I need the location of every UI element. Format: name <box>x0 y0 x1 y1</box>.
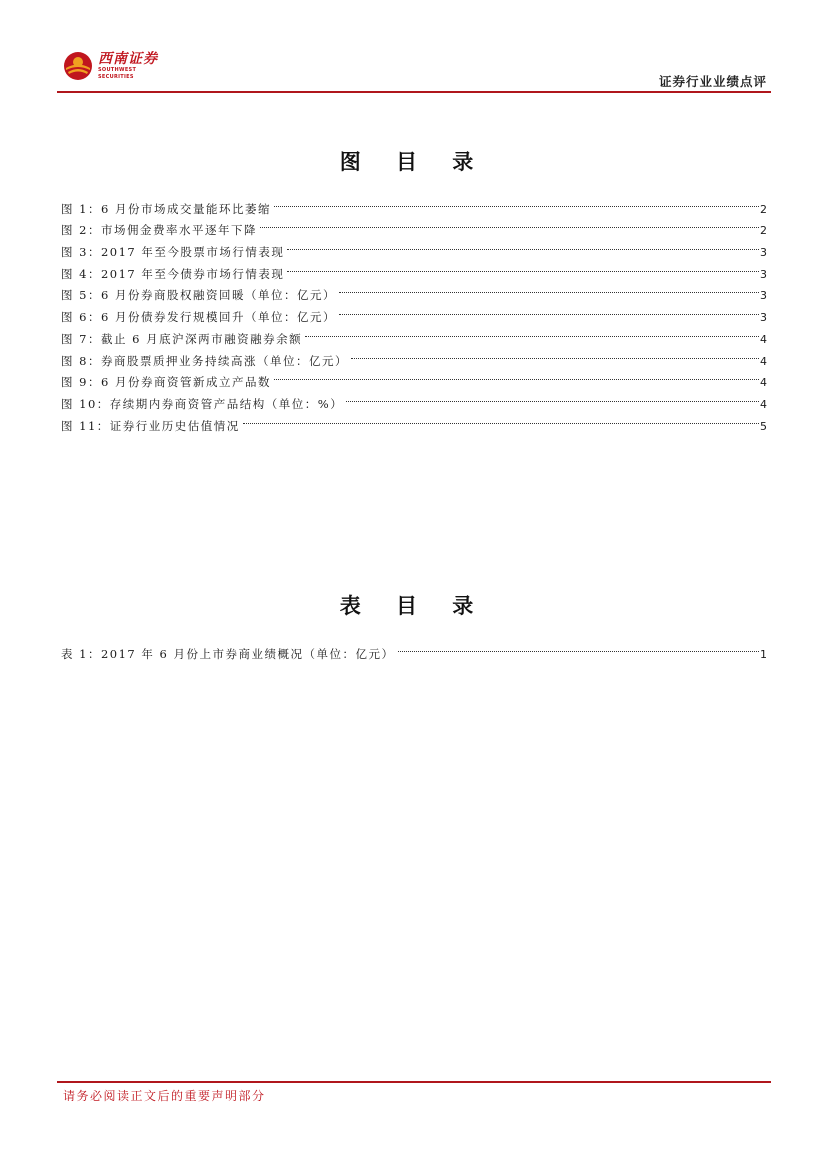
toc-dot-leader <box>243 408 759 430</box>
logo-chinese-name: 西南证券 <box>98 51 158 67</box>
toc-entry-page: 5 <box>760 419 767 433</box>
toc-entry-label: 图 5：6 月份券商股权融资回暖（单位：亿元） <box>61 288 336 303</box>
toc-entry-page: 4 <box>760 332 767 346</box>
toc-entry-page: 3 <box>760 246 767 260</box>
toc-entry-label: 图 6：6 月份债券发行规模回升（单位：亿元） <box>61 310 336 325</box>
toc-dot-leader <box>274 191 759 213</box>
toc-dot-leader <box>287 234 759 256</box>
toc-dot-leader <box>346 386 759 408</box>
toc-dot-leader <box>398 636 759 658</box>
toc-entry-label: 图 7：截止 6 月底沪深两市融资融券余额 <box>61 331 303 346</box>
toc-entry-page: 3 <box>760 267 767 281</box>
logo-sun-icon <box>63 51 93 81</box>
toc-entry-page: 1 <box>760 647 767 661</box>
tables-toc-title: 表 目 录 <box>339 593 488 618</box>
toc-dot-leader <box>351 343 759 365</box>
toc-entry-page: 4 <box>760 354 767 368</box>
toc-dot-leader <box>339 299 759 321</box>
tables-toc-list <box>61 636 767 661</box>
toc-entry-page: 3 <box>760 289 767 303</box>
toc-entry-page: 2 <box>760 224 767 238</box>
footer-disclaimer: 请务必阅读正文后的重要声明部分 <box>63 1089 266 1103</box>
toc-entry-label: 图 11：证券行业历史估值情况 <box>61 418 240 433</box>
toc-entry-page: 4 <box>760 397 767 411</box>
toc-dot-leader <box>305 321 759 343</box>
header-divider <box>57 91 771 93</box>
toc-entry-label: 图 4：2017 年至今债券市场行情表现 <box>61 266 285 281</box>
toc-entry-label: 图 2：市场佣金费率水平逐年下降 <box>61 223 257 238</box>
toc-entry[interactable] <box>61 191 767 216</box>
toc-dot-leader <box>339 278 759 300</box>
toc-entry-label: 图 10：存续期内券商资管产品结构（单位：%） <box>61 396 344 411</box>
toc-entry-label: 图 9：6 月份券商资管新成立产品数 <box>61 375 271 390</box>
figures-toc-list <box>61 191 767 433</box>
toc-entry-label: 图 3：2017 年至今股票市场行情表现 <box>61 245 285 260</box>
toc-entry-page: 3 <box>760 311 767 325</box>
toc-dot-leader <box>287 256 759 278</box>
toc-entry-label: 图 8：券商股票质押业务持续高涨（单位：亿元） <box>61 353 348 368</box>
figures-toc-title: 图 目 录 <box>339 149 488 174</box>
logo-english-name: SOUTHWEST SECURITIES <box>98 67 137 80</box>
footer-divider <box>57 1081 771 1083</box>
toc-entry-page: 4 <box>760 376 767 390</box>
report-type-title: 证券行业业绩点评 <box>658 74 767 89</box>
toc-entry-page: 2 <box>760 202 767 216</box>
toc-entry[interactable] <box>61 636 767 661</box>
page-header <box>0 0 827 95</box>
company-logo <box>63 48 173 84</box>
toc-dot-leader <box>260 213 759 235</box>
toc-dot-leader <box>274 365 759 387</box>
toc-entry-label: 表 1：2017 年 6 月份上市券商业绩概况（单位：亿元） <box>61 646 395 661</box>
toc-entry-label: 图 1：6 月份市场成交量能环比萎缩 <box>61 201 271 216</box>
